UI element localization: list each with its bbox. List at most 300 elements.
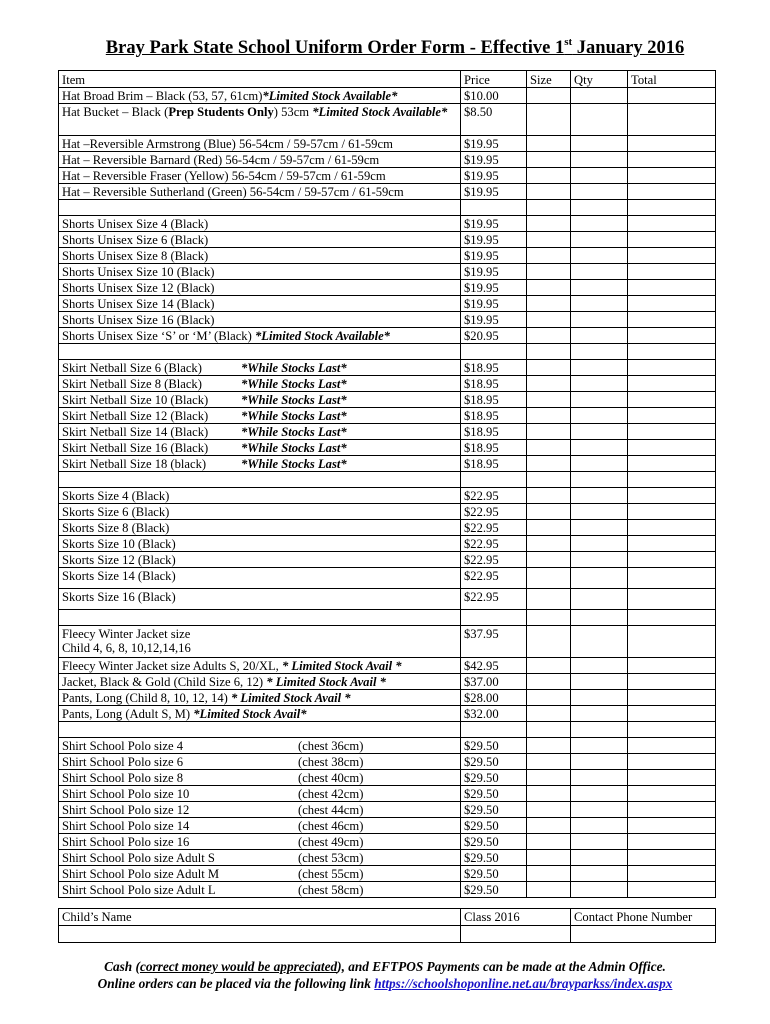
header-size-label: Size <box>530 73 552 87</box>
total-field[interactable] <box>628 850 716 866</box>
item-cell <box>59 456 461 472</box>
price: $19.95 <box>464 313 499 327</box>
item-cell <box>59 136 461 152</box>
item-cell <box>59 328 461 344</box>
qty-field[interactable] <box>571 472 628 488</box>
total-field[interactable] <box>628 184 716 200</box>
item-text: *Limited Stock Available* <box>254 329 390 343</box>
item-text: Shorts Unisex Size 14 (Black) <box>62 297 215 311</box>
qty-field[interactable] <box>571 882 628 898</box>
size-field[interactable] <box>527 344 571 360</box>
qty-field[interactable] <box>571 248 628 264</box>
table-row <box>59 754 716 770</box>
item-cell <box>59 674 461 690</box>
qty-field[interactable] <box>571 754 628 770</box>
qty-field[interactable] <box>571 104 628 136</box>
blank-row <box>59 722 716 738</box>
qty-field[interactable] <box>571 296 628 312</box>
price: $19.95 <box>464 185 499 199</box>
size-field[interactable] <box>527 690 571 706</box>
total-field[interactable] <box>628 690 716 706</box>
qty-field[interactable] <box>571 834 628 850</box>
size-field[interactable] <box>527 184 571 200</box>
item-cell <box>59 818 461 834</box>
qty-field[interactable] <box>571 504 628 520</box>
item-cell <box>59 770 461 786</box>
item-text: *Limited Stock Avail* <box>193 707 307 721</box>
price: $19.95 <box>464 281 499 295</box>
price: $29.50 <box>464 755 499 769</box>
qty-field[interactable] <box>571 152 628 168</box>
price: $22.95 <box>464 521 499 535</box>
total-field[interactable] <box>628 104 716 136</box>
price-cell <box>461 392 527 408</box>
size-field[interactable] <box>527 248 571 264</box>
item-cell <box>59 280 461 296</box>
item-text: Skorts Size 6 (Black) <box>62 505 170 519</box>
total-field[interactable] <box>628 754 716 770</box>
price: $29.50 <box>464 867 499 881</box>
total-field[interactable] <box>628 392 716 408</box>
price-cell <box>461 802 527 818</box>
size-field[interactable] <box>527 722 571 738</box>
table-row <box>59 312 716 328</box>
item-text: Skorts Size 8 (Black) <box>62 521 170 535</box>
header-row <box>59 71 716 88</box>
item-cell <box>59 488 461 504</box>
item-cell <box>59 690 461 706</box>
table-row <box>59 802 716 818</box>
qty-field[interactable] <box>571 589 628 610</box>
table-row <box>59 456 716 472</box>
price-cell <box>461 152 527 168</box>
size-field[interactable] <box>527 818 571 834</box>
total-field[interactable] <box>628 706 716 722</box>
price: $29.50 <box>464 771 499 785</box>
item-cell <box>59 552 461 568</box>
table-row <box>59 408 716 424</box>
chest-size: (chest 58cm) <box>298 883 364 897</box>
size-field[interactable] <box>527 589 571 610</box>
item-cell <box>59 754 461 770</box>
item-text: Shorts Unisex Size 6 (Black) <box>62 233 209 247</box>
total-field[interactable] <box>628 216 716 232</box>
item-cell <box>59 834 461 850</box>
item-text: Hat Bucket – Black ( <box>62 105 169 119</box>
item-cell <box>59 568 461 589</box>
price-cell <box>461 184 527 200</box>
child-details-table <box>58 908 716 943</box>
child-name-label: Child’s Name <box>59 909 461 926</box>
qty-field[interactable] <box>571 456 628 472</box>
total-field[interactable] <box>628 248 716 264</box>
price: $18.95 <box>464 457 499 471</box>
total-field[interactable] <box>628 866 716 882</box>
total-field[interactable] <box>628 200 716 216</box>
price: $22.95 <box>464 537 499 551</box>
size-field[interactable] <box>527 168 571 184</box>
item-text: *While Stocks Last* <box>241 377 347 391</box>
size-field[interactable] <box>527 552 571 568</box>
qty-field[interactable] <box>571 264 628 280</box>
qty-field[interactable] <box>571 770 628 786</box>
price: $29.50 <box>464 851 499 865</box>
price: $29.50 <box>464 803 499 817</box>
size-field[interactable] <box>527 424 571 440</box>
size-field[interactable] <box>527 834 571 850</box>
blank-row <box>59 610 716 626</box>
price-cell <box>461 658 527 674</box>
qty-field[interactable] <box>571 802 628 818</box>
item-text: Skirt Netball Size 8 (Black) <box>62 377 202 391</box>
size-field[interactable] <box>527 802 571 818</box>
price-cell <box>461 424 527 440</box>
size-field[interactable] <box>527 738 571 754</box>
item-text: Shirt School Polo size Adult M <box>62 867 220 881</box>
qty-field[interactable] <box>571 216 628 232</box>
total-field[interactable] <box>628 136 716 152</box>
size-field[interactable] <box>527 706 571 722</box>
item-text: Skorts Size 14 (Black) <box>62 569 176 583</box>
size-field[interactable] <box>527 610 571 626</box>
item-cell <box>59 504 461 520</box>
item-cell <box>59 536 461 552</box>
contact-phone-label: Contact Phone Number <box>571 909 716 926</box>
total-field[interactable] <box>628 882 716 898</box>
total-field[interactable] <box>628 296 716 312</box>
price-cell <box>461 882 527 898</box>
item-cell <box>59 184 461 200</box>
qty-field[interactable] <box>571 488 628 504</box>
qty-field[interactable] <box>571 626 628 658</box>
total-field[interactable] <box>628 658 716 674</box>
chest-size: (chest 49cm) <box>298 835 364 849</box>
size-field[interactable] <box>527 770 571 786</box>
qty-field[interactable] <box>571 200 628 216</box>
price-cell <box>461 200 527 216</box>
size-field[interactable] <box>527 440 571 456</box>
qty-field[interactable] <box>571 440 628 456</box>
total-field[interactable] <box>628 610 716 626</box>
price: $32.00 <box>464 707 499 721</box>
total-field[interactable] <box>628 440 716 456</box>
total-field[interactable] <box>628 770 716 786</box>
total-field[interactable] <box>628 152 716 168</box>
total-field[interactable] <box>628 568 716 589</box>
qty-field[interactable] <box>571 312 628 328</box>
chest-size: (chest 36cm) <box>298 739 364 753</box>
total-field[interactable] <box>628 280 716 296</box>
total-field[interactable] <box>628 552 716 568</box>
qty-field[interactable] <box>571 520 628 536</box>
size-field[interactable] <box>527 754 571 770</box>
qty-field[interactable] <box>571 168 628 184</box>
size-field[interactable] <box>527 392 571 408</box>
size-field[interactable] <box>527 200 571 216</box>
item-text: Skorts Size 12 (Black) <box>62 553 176 567</box>
table-row <box>59 786 716 802</box>
chest-size: (chest 42cm) <box>298 787 364 801</box>
item-text: Pants, Long (Adult S, M) <box>62 707 194 721</box>
qty-field[interactable] <box>571 424 628 440</box>
qty-field[interactable] <box>571 360 628 376</box>
item-text: Shorts Unisex Size 16 (Black) <box>62 313 215 327</box>
item-text: Shorts Unisex Size 10 (Black) <box>62 265 215 279</box>
online-order-link[interactable]: https://schoolshoponline.net.au/brayparkss/index.aspx <box>374 976 673 991</box>
item-cell <box>59 200 461 216</box>
item-text: * Limited Stock Avail * <box>266 675 386 689</box>
qty-field[interactable] <box>571 786 628 802</box>
item-cell <box>59 658 461 674</box>
price: $22.95 <box>464 505 499 519</box>
total-field[interactable] <box>628 504 716 520</box>
chest-size: (chest 40cm) <box>298 771 364 785</box>
size-field[interactable] <box>527 376 571 392</box>
item-text: Skirt Netball Size 12 (Black) <box>62 409 209 423</box>
price-cell <box>461 232 527 248</box>
price: $29.50 <box>464 883 499 897</box>
item-text: Hat Broad Brim – Black (53, 57, 61cm) <box>62 89 263 103</box>
qty-field[interactable] <box>571 738 628 754</box>
total-field[interactable] <box>628 520 716 536</box>
item-text: Skirt Netball Size 14 (Black) <box>62 425 209 439</box>
table-row <box>59 690 716 706</box>
qty-field[interactable] <box>571 408 628 424</box>
price: $28.00 <box>464 691 499 705</box>
child-name-field[interactable] <box>59 926 461 943</box>
item-cell <box>59 216 461 232</box>
qty-field[interactable] <box>571 850 628 866</box>
qty-field[interactable] <box>571 88 628 104</box>
price-cell <box>461 296 527 312</box>
qty-field[interactable] <box>571 328 628 344</box>
qty-field[interactable] <box>571 232 628 248</box>
item-text: *While Stocks Last* <box>241 457 347 471</box>
total-field[interactable] <box>628 834 716 850</box>
price-cell <box>461 770 527 786</box>
total-field[interactable] <box>628 818 716 834</box>
qty-field[interactable] <box>571 658 628 674</box>
item-cell <box>59 882 461 898</box>
price-cell <box>461 722 527 738</box>
price-cell <box>461 312 527 328</box>
price-cell <box>461 136 527 152</box>
item-cell <box>59 738 461 754</box>
table-row <box>59 589 716 610</box>
qty-field[interactable] <box>571 674 628 690</box>
size-field[interactable] <box>527 152 571 168</box>
size-field[interactable] <box>527 850 571 866</box>
size-field[interactable] <box>527 216 571 232</box>
size-field[interactable] <box>527 882 571 898</box>
total-field[interactable] <box>628 168 716 184</box>
class-field[interactable] <box>461 926 571 943</box>
item-text: Hat – Reversible Sutherland (Green) 56-54cm / 59-57cm / 61-59cm <box>62 185 404 199</box>
size-field[interactable] <box>527 136 571 152</box>
table-row <box>59 882 716 898</box>
qty-field[interactable] <box>571 136 628 152</box>
table-row <box>59 552 716 568</box>
size-field[interactable] <box>527 520 571 536</box>
price: $37.00 <box>464 675 499 689</box>
class-label: Class 2016 <box>461 909 571 926</box>
total-field[interactable] <box>628 722 716 738</box>
table-row <box>59 136 716 152</box>
total-field[interactable] <box>628 456 716 472</box>
size-field[interactable] <box>527 504 571 520</box>
price: $22.95 <box>464 489 499 503</box>
price-cell <box>461 360 527 376</box>
total-field[interactable] <box>628 344 716 360</box>
total-field[interactable] <box>628 408 716 424</box>
item-text: Fleecy Winter Jacket size <box>62 627 191 641</box>
table-row <box>59 328 716 344</box>
qty-field[interactable] <box>571 552 628 568</box>
size-field[interactable] <box>527 626 571 658</box>
total-field[interactable] <box>628 360 716 376</box>
price-cell <box>461 866 527 882</box>
total-field[interactable] <box>628 376 716 392</box>
qty-field[interactable] <box>571 610 628 626</box>
qty-field[interactable] <box>571 392 628 408</box>
price-cell <box>461 786 527 802</box>
qty-field[interactable] <box>571 866 628 882</box>
table-row <box>59 850 716 866</box>
header-total <box>628 71 716 88</box>
item-text: Shorts Unisex Size 12 (Black) <box>62 281 215 295</box>
total-field[interactable] <box>628 424 716 440</box>
size-field[interactable] <box>527 472 571 488</box>
blank-row <box>59 344 716 360</box>
price: $19.95 <box>464 217 499 231</box>
total-field[interactable] <box>628 472 716 488</box>
total-field[interactable] <box>628 786 716 802</box>
item-text: Jacket, Black & Gold (Child Size 6, 12) <box>62 675 267 689</box>
qty-field[interactable] <box>571 280 628 296</box>
size-field[interactable] <box>527 264 571 280</box>
size-field[interactable] <box>527 568 571 589</box>
qty-field[interactable] <box>571 706 628 722</box>
qty-field[interactable] <box>571 568 628 589</box>
item-cell <box>59 866 461 882</box>
table-row <box>59 216 716 232</box>
size-field[interactable] <box>527 280 571 296</box>
item-text: Shorts Unisex Size ‘S’ or ‘M’ (Black) <box>62 329 255 343</box>
table-row <box>59 424 716 440</box>
qty-field[interactable] <box>571 690 628 706</box>
total-field[interactable] <box>628 328 716 344</box>
item-cell <box>59 344 461 360</box>
table-row <box>59 568 716 589</box>
price: $29.50 <box>464 787 499 801</box>
size-field[interactable] <box>527 88 571 104</box>
price-cell <box>461 589 527 610</box>
total-field[interactable] <box>628 312 716 328</box>
price-cell <box>461 88 527 104</box>
total-field[interactable] <box>628 738 716 754</box>
item-text: *While Stocks Last* <box>241 441 347 455</box>
price: $19.95 <box>464 137 499 151</box>
qty-field[interactable] <box>571 184 628 200</box>
table-row <box>59 770 716 786</box>
size-field[interactable] <box>527 866 571 882</box>
item-cell <box>59 706 461 722</box>
table-row <box>59 488 716 504</box>
size-field[interactable] <box>527 786 571 802</box>
total-field[interactable] <box>628 488 716 504</box>
total-field[interactable] <box>628 536 716 552</box>
total-field[interactable] <box>628 264 716 280</box>
size-field[interactable] <box>527 408 571 424</box>
item-text: Shirt School Polo size Adult L <box>62 883 216 897</box>
total-field[interactable] <box>628 88 716 104</box>
blank-row <box>59 472 716 488</box>
qty-field[interactable] <box>571 344 628 360</box>
qty-field[interactable] <box>571 536 628 552</box>
chest-size: (chest 38cm) <box>298 755 364 769</box>
price-cell <box>461 738 527 754</box>
price: $42.95 <box>464 659 499 673</box>
total-field[interactable] <box>628 232 716 248</box>
price-cell <box>461 504 527 520</box>
header-size <box>527 71 571 88</box>
price-cell <box>461 328 527 344</box>
item-cell <box>59 248 461 264</box>
item-cell <box>59 472 461 488</box>
item-cell <box>59 152 461 168</box>
price-cell <box>461 456 527 472</box>
table-row <box>59 376 716 392</box>
total-field[interactable] <box>628 802 716 818</box>
header-price-label: Price <box>464 73 490 87</box>
price-cell <box>461 834 527 850</box>
size-field[interactable] <box>527 674 571 690</box>
item-text: *While Stocks Last* <box>241 361 347 375</box>
qty-field[interactable] <box>571 722 628 738</box>
contact-phone-field[interactable] <box>571 926 716 943</box>
size-field[interactable] <box>527 456 571 472</box>
total-field[interactable] <box>628 674 716 690</box>
size-field[interactable] <box>527 312 571 328</box>
price: $18.95 <box>464 409 499 423</box>
qty-field[interactable] <box>571 818 628 834</box>
size-field[interactable] <box>527 658 571 674</box>
size-field[interactable] <box>527 104 571 136</box>
item-text: * Limited Stock Avail * <box>281 659 402 673</box>
item-text: ) 53cm <box>273 105 313 119</box>
size-field[interactable] <box>527 296 571 312</box>
total-field[interactable] <box>628 626 716 658</box>
total-field[interactable] <box>628 589 716 610</box>
table-row <box>59 168 716 184</box>
size-field[interactable] <box>527 360 571 376</box>
size-field[interactable] <box>527 536 571 552</box>
item-cell <box>59 296 461 312</box>
item-text: Skirt Netball Size 10 (Black) <box>62 393 209 407</box>
payment-note: Cash (correct money would be appreciated), and EFTPOS Payments can be made at the Admin Office. <box>104 959 666 974</box>
table-row <box>59 360 716 376</box>
size-field[interactable] <box>527 328 571 344</box>
size-field[interactable] <box>527 232 571 248</box>
qty-field[interactable] <box>571 376 628 392</box>
item-text: Hat – Reversible Barnard (Red) 56-54cm / 59-57cm / 61-59cm <box>62 153 380 167</box>
size-field[interactable] <box>527 488 571 504</box>
item-text: Skirt Netball Size 16 (Black) <box>62 441 209 455</box>
price-cell <box>461 472 527 488</box>
item-text: Shirt School Polo size 12 <box>62 803 190 817</box>
price: $19.95 <box>464 153 499 167</box>
item-cell <box>59 424 461 440</box>
